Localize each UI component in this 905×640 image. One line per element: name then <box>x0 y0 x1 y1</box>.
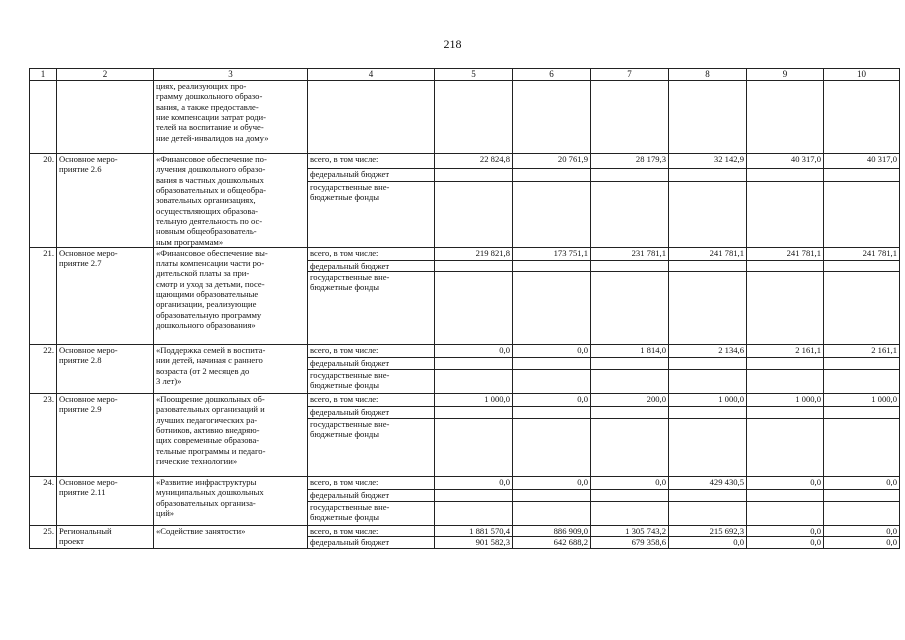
value-cell: 173 751,1 <box>513 247 591 260</box>
value-cell <box>824 419 900 477</box>
value-cell <box>747 490 824 502</box>
event-type <box>57 154 154 248</box>
value-cell: 0,0 <box>513 394 591 407</box>
value-cell: 1 000,0 <box>824 394 900 407</box>
funding-label-line: бюджетные фонды <box>310 429 380 440</box>
value-cell: 2 134,6 <box>669 345 747 358</box>
description-line: тельные программы и педаго- <box>156 445 266 456</box>
event-type <box>57 345 154 394</box>
description-line: муниципальных дошкольных <box>156 487 264 498</box>
event-description <box>154 154 308 248</box>
funding-federal-label: федеральный бюджет <box>308 407 435 419</box>
funding-offbudget-label <box>308 502 435 526</box>
value-cell <box>669 181 747 247</box>
value-cell <box>435 181 513 247</box>
funding-total-label: всего, в том числе: <box>308 394 435 407</box>
value-cell <box>824 407 900 419</box>
value-cell: 901 582,3 <box>435 537 513 548</box>
column-header: 5 <box>435 69 513 81</box>
header-row <box>30 69 900 81</box>
description-line: ние детей-инвалидов на дому» <box>156 132 269 143</box>
description-line: образовательных организа- <box>156 497 256 508</box>
value-cell <box>747 260 824 271</box>
value-cell <box>669 419 747 477</box>
value-cell <box>435 370 513 394</box>
description-line: ботников, активно внедряю- <box>156 425 260 436</box>
value-cell <box>435 272 513 345</box>
event-type-line: Основное меро- <box>59 154 118 164</box>
row-number: 23. <box>30 394 57 477</box>
value-cell: 231 781,1 <box>591 247 669 260</box>
row-number: 24. <box>30 477 57 526</box>
value-cell: 2 161,1 <box>824 345 900 358</box>
value-cell <box>669 490 747 502</box>
value-cell: 0,0 <box>435 477 513 490</box>
value-cell <box>824 502 900 526</box>
event-type <box>57 394 154 477</box>
funding-label-line: государственные вне- <box>310 419 390 430</box>
value-cell: 0,0 <box>513 477 591 490</box>
description-line: гические технологии» <box>156 456 238 466</box>
value-cell: 1 000,0 <box>435 394 513 407</box>
value-cell <box>669 502 747 526</box>
value-cell <box>824 168 900 181</box>
table-row <box>30 154 900 169</box>
value-cell: 0,0 <box>747 477 824 490</box>
description-line: нии детей, начиная с раннего <box>156 355 263 366</box>
funding-offbudget-label <box>308 181 435 247</box>
funding-total-label: всего, в том числе: <box>308 345 435 358</box>
event-type <box>57 526 154 549</box>
column-header: 4 <box>308 69 435 81</box>
value-cell <box>669 358 747 370</box>
value-cell <box>591 419 669 477</box>
value-cell: 642 688,2 <box>513 537 591 548</box>
value-cell <box>747 407 824 419</box>
value-cell <box>669 407 747 419</box>
value-cell <box>747 370 824 394</box>
value-cell: 2 161,1 <box>747 345 824 358</box>
value-cell <box>435 168 513 181</box>
description-line: вания, а также предоставле- <box>156 101 259 112</box>
event-type-line: приятие 2.11 <box>59 487 106 498</box>
value-cell: 0,0 <box>824 477 900 490</box>
column-header: 6 <box>513 69 591 81</box>
event-type-line: Основное меро- <box>59 345 118 356</box>
event-type-line: приятие 2.7 <box>59 258 102 269</box>
column-header: 1 <box>30 69 57 81</box>
value-cell: 219 821,8 <box>435 247 513 260</box>
description-line: 3 лет)» <box>156 376 182 387</box>
value-cell <box>747 272 824 345</box>
column-header: 10 <box>824 69 900 81</box>
funding-offbudget-label <box>308 370 435 394</box>
description-line: зовательных организациях, <box>156 195 256 206</box>
value-cell: 200,0 <box>591 394 669 407</box>
value-cell <box>435 419 513 477</box>
funding-label-line: государственные вне- <box>310 502 390 513</box>
description-line: «Поддержка семей в воспита- <box>156 345 266 356</box>
event-type-line: Региональный <box>59 526 112 537</box>
funding-federal-label: федеральный бюджет <box>308 260 435 271</box>
value-cell: 0,0 <box>435 345 513 358</box>
funding-federal-label: федеральный бюджет <box>308 358 435 370</box>
description-line: осуществляющих образова- <box>156 205 259 216</box>
table-row <box>30 345 900 358</box>
value-cell <box>591 358 669 370</box>
description-line: «Развитие инфраструктуры <box>156 477 257 488</box>
value-cell <box>747 358 824 370</box>
event-description <box>154 247 308 344</box>
value-cell <box>435 490 513 502</box>
event-type-line: Основное меро- <box>59 247 118 258</box>
value-cell <box>513 260 591 271</box>
description-line: дошкольного образования» <box>156 320 256 330</box>
value-cell: 1 000,0 <box>669 394 747 407</box>
value-cell: 0,0 <box>669 537 747 548</box>
value-cell: 0,0 <box>824 537 900 548</box>
description-line: возраста (от 2 месяцев до <box>156 365 250 376</box>
table-row <box>30 477 900 490</box>
description-line: щих современные образова- <box>156 435 260 446</box>
value-cell: 679 358,6 <box>591 537 669 548</box>
value-cell <box>513 181 591 247</box>
page-number: 218 <box>443 37 462 51</box>
value-cell: 22 824,8 <box>435 154 513 169</box>
value-cell <box>824 358 900 370</box>
funding-offbudget-label <box>308 272 435 345</box>
row-number: 21. <box>30 247 57 344</box>
event-type-line: проект <box>59 536 84 547</box>
value-cell <box>824 272 900 345</box>
value-cell <box>513 370 591 394</box>
funding-label-line: бюджетные фонды <box>310 380 380 391</box>
value-cell: 28 179,3 <box>591 154 669 169</box>
event-description <box>154 526 308 549</box>
funding-total-label: всего, в том числе: <box>308 247 435 260</box>
value-cell: 1 000,0 <box>747 394 824 407</box>
row-number: 20. <box>30 154 57 248</box>
column-header: 2 <box>57 69 154 81</box>
funding-total-label: всего, в том числе: <box>308 526 435 537</box>
value-cell: 241 781,1 <box>669 247 747 260</box>
value-cell <box>824 370 900 394</box>
funding-label-line: государственные вне- <box>310 272 390 283</box>
description-line: «Финансовое обеспечение вы- <box>156 247 268 258</box>
value-cell: 886 909,0 <box>513 526 591 537</box>
value-cell <box>513 272 591 345</box>
description-line: разовательных организаций и <box>156 404 265 415</box>
value-cell <box>513 502 591 526</box>
value-cell <box>435 407 513 419</box>
row-number: 25. <box>30 526 57 549</box>
event-type-line: Основное меро- <box>59 394 118 405</box>
description-line: «Финансовое обеспечение по- <box>156 154 267 164</box>
value-cell <box>591 272 669 345</box>
value-cell: 215 692,3 <box>669 526 747 537</box>
continuation-row <box>30 81 900 154</box>
value-cell: 20 761,9 <box>513 154 591 169</box>
description-line: образовательную программу <box>156 309 262 320</box>
value-cell <box>591 260 669 271</box>
description-line: ций» <box>156 508 175 519</box>
funding-label-line: государственные вне- <box>310 370 390 381</box>
value-cell: 32 142,9 <box>669 154 747 169</box>
funding-label-line: государственные вне- <box>310 181 390 192</box>
value-cell <box>513 168 591 181</box>
value-cell <box>435 358 513 370</box>
column-header: 7 <box>591 69 669 81</box>
value-cell <box>435 260 513 271</box>
value-cell: 0,0 <box>747 537 824 548</box>
description-line: тельную деятельность по ос- <box>156 215 263 226</box>
value-cell <box>669 370 747 394</box>
budget-table <box>29 68 900 549</box>
value-cell <box>513 490 591 502</box>
table-row <box>30 247 900 260</box>
value-cell <box>747 181 824 247</box>
funding-label-line: бюджетные фонды <box>310 192 380 203</box>
continuation-description <box>154 81 308 154</box>
funding-federal-label: федеральный бюджет <box>308 168 435 181</box>
description-line: грамму дошкольного образо- <box>156 91 263 102</box>
value-cell <box>824 490 900 502</box>
description-line: «Поощрение дошкольных об- <box>156 394 265 405</box>
funding-label-line: бюджетные фонды <box>310 512 380 523</box>
description-line: лучших педагогических ра- <box>156 414 258 425</box>
description-line: организации, реализующие <box>156 299 257 310</box>
event-description <box>154 394 308 477</box>
description-line: циях, реализующих про- <box>156 81 247 91</box>
value-cell <box>669 272 747 345</box>
description-line: ным программам» <box>156 236 224 247</box>
value-cell <box>669 260 747 271</box>
value-cell: 0,0 <box>824 526 900 537</box>
value-cell: 1 881 570,4 <box>435 526 513 537</box>
description-line: дительской платы за при- <box>156 268 250 279</box>
funding-federal-label: федеральный бюджет <box>308 490 435 502</box>
description-line: телей на воспитание и обуче- <box>156 122 264 133</box>
value-cell: 0,0 <box>513 345 591 358</box>
value-cell <box>591 490 669 502</box>
value-cell <box>824 260 900 271</box>
value-cell <box>747 168 824 181</box>
event-description <box>154 477 308 526</box>
event-type-line: приятие 2.9 <box>59 404 102 415</box>
value-cell <box>591 168 669 181</box>
description-line: платы компенсации части ро- <box>156 258 265 269</box>
description-line: вания в частных дошкольных <box>156 174 264 185</box>
value-cell <box>747 502 824 526</box>
value-cell <box>824 181 900 247</box>
value-cell <box>513 358 591 370</box>
value-cell: 241 781,1 <box>747 247 824 260</box>
funding-total-label: всего, в том числе: <box>308 154 435 169</box>
column-header: 3 <box>154 69 308 81</box>
value-cell: 1 814,0 <box>591 345 669 358</box>
value-cell: 0,0 <box>591 477 669 490</box>
value-cell: 241 781,1 <box>824 247 900 260</box>
row-number: 22. <box>30 345 57 394</box>
column-header: 9 <box>747 69 824 81</box>
funding-federal-label: федеральный бюджет <box>308 537 435 548</box>
value-cell <box>591 502 669 526</box>
description-line: смотр и уход за детьми, посе- <box>156 278 265 289</box>
value-cell <box>435 502 513 526</box>
value-cell: 40 317,0 <box>747 154 824 169</box>
event-type-line: Основное меро- <box>59 477 118 488</box>
column-header: 8 <box>669 69 747 81</box>
value-cell <box>747 419 824 477</box>
event-type-line: приятие 2.6 <box>59 164 102 175</box>
value-cell <box>669 168 747 181</box>
value-cell <box>513 419 591 477</box>
value-cell: 1 305 743,2 <box>591 526 669 537</box>
value-cell: 0,0 <box>747 526 824 537</box>
value-cell <box>591 407 669 419</box>
event-type-line: приятие 2.8 <box>59 355 102 366</box>
event-type <box>57 477 154 526</box>
description-line: новным общеобразователь- <box>156 226 257 237</box>
description-line: «Содействие занятости» <box>156 526 246 537</box>
value-cell <box>591 370 669 394</box>
value-cell <box>513 407 591 419</box>
description-line: лучения дошкольного образо- <box>156 164 266 175</box>
event-description <box>154 345 308 394</box>
table-row <box>30 394 900 407</box>
value-cell: 429 430,5 <box>669 477 747 490</box>
funding-label-line: бюджетные фонды <box>310 282 380 293</box>
event-type <box>57 247 154 344</box>
description-line: ние компенсации затрат роди- <box>156 111 266 122</box>
description-line: образовательных и общеобра- <box>156 184 267 195</box>
value-cell: 40 317,0 <box>824 154 900 169</box>
funding-total-label: всего, в том числе: <box>308 477 435 490</box>
description-line: щающими образовательные <box>156 289 259 300</box>
table-row <box>30 526 900 537</box>
value-cell <box>591 181 669 247</box>
funding-offbudget-label <box>308 419 435 477</box>
